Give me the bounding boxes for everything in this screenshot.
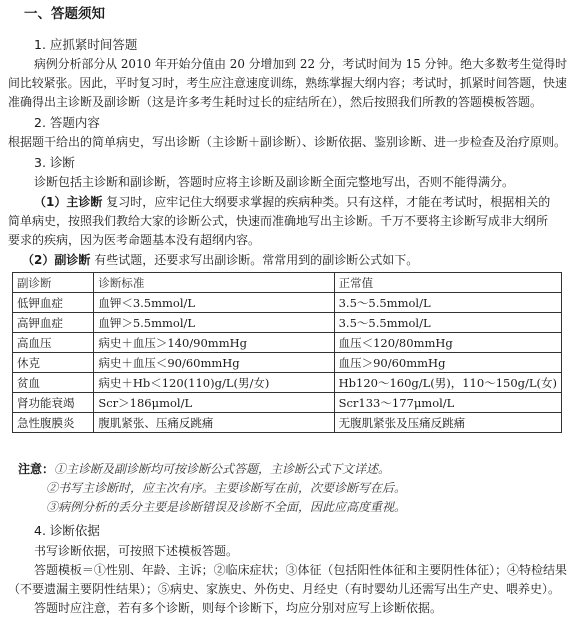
main-diagnosis-label: （1）主诊断 [34, 195, 103, 209]
table-row [13, 293, 562, 313]
sec4-title: 4. 诊断依据 [34, 523, 100, 538]
main-diagnosis-line-2: 简单病史，按照我们教给大家的诊断公式，快速而准确地写出主诊断。千万不要将主诊断写成非大纲所 [8, 214, 549, 228]
note-3: ③病例分析的丢分主要是诊断错误及诊断不全面，因此应高度重视。 [46, 500, 407, 514]
column-header: 正常值 [334, 273, 561, 293]
table-cell: 腹肌紧张、压痛反跳痛 [94, 413, 334, 433]
table-cell: 无腹肌紧张及压痛反跳痛 [334, 413, 561, 433]
table-row [13, 393, 562, 413]
table-header-row [13, 273, 562, 293]
table-cell: Scr133～177μmol/L [334, 393, 561, 413]
sec3-intro: 诊断包括主诊断和副诊断，答题时应将主诊断及副诊断全面完整地写出，否则不能得满分。 [34, 175, 515, 189]
note-2: ②书写主诊断时，应主次有序。主要诊断写在前，次要诊断写在后。 [46, 481, 407, 495]
sec2-line: 根据题干给出的简单病史，写出诊断（主诊断＋副诊断）、诊断依据、鉴别诊断、进一步检查及治疗原则。 [8, 135, 567, 149]
table-cell: 病史＋血压＜90/60mmHg [94, 353, 334, 373]
sec2-title: 2. 答题内容 [34, 115, 100, 130]
table-cell: 病史＋血压＞140/90mmHg [94, 333, 334, 353]
table-cell: 高钾血症 [13, 313, 94, 333]
note-label: 注意： [18, 462, 55, 476]
main-diagnosis-para [34, 194, 550, 210]
column-header: 诊断标准 [94, 273, 334, 293]
note-1-text: ①主诊断及副诊断均可按诊断公式答题，主诊断公式下文详述。 [54, 462, 391, 476]
table-row [13, 333, 562, 353]
sec4-line-3: （不要遗漏主要阴性结果）；⑤病史、家族史、外伤史、月经史（有时婴幼儿还需写出生产史、喂养史）。 [8, 582, 561, 596]
sec4-line-4: 答题时应注意，若有多个诊断，则每个诊断下，均应分别对应写上诊断依据。 [34, 601, 443, 615]
main-diagnosis-text: 复习时，应牢记住大纲要求掌握的疾病种类。只有这样，才能在考试时，根据相关的 [106, 195, 551, 209]
sec1-line-3: 准确得出主诊断及副诊断（这是许多考生耗时过长的症结所在），然后按照我们所教的答题模板答题。 [8, 95, 543, 109]
table-cell: 急性腹膜炎 [13, 413, 94, 433]
table-cell: 病史＋Hb＜120(110)g/L(男/女) [94, 373, 334, 393]
table-cell: 血钾＞5.5mmol/L [94, 313, 334, 333]
table-cell: 血压＜120/80mmHg [334, 333, 561, 353]
sub-diagnosis-text: 有些试题，还要求写出副诊断。常常用到的副诊断公式如下。 [94, 253, 419, 267]
table-cell: 血钾＜3.5mmol/L [94, 293, 334, 313]
diagnosis-table [12, 272, 562, 433]
table-cell: 休克 [13, 353, 94, 373]
table-cell: 肾功能衰竭 [13, 393, 94, 413]
table-cell: 3.5～5.5mmol/L [334, 313, 561, 333]
table-row [13, 413, 562, 433]
sec1-line-2: 间比较紧张。因此，平时复习时，考生应注意速度训练，熟练掌握大纲内容；考试时，抓紧时间答题，快速 [8, 76, 567, 90]
table-row [13, 373, 562, 393]
sec1-line-1: 病例分析部分从 2010 年开始分值由 20 分增加到 22 分，考试时间为 15 分钟。绝大多数考生觉得时 [34, 57, 567, 71]
column-header: 副诊断 [13, 273, 94, 293]
section-heading: 一、答题须知 [24, 6, 105, 22]
table-cell: 低钾血症 [13, 293, 94, 313]
sec4-line-2: 答题模板＝①性别、年龄、主诉；②临床症状；③体征（包括阳性体征和主要阴性体征）；④特检结果 [34, 563, 567, 577]
table-cell: 高血压 [13, 333, 94, 353]
table-cell: 贫血 [13, 373, 94, 393]
table-cell: 血压＞90/60mmHg [334, 353, 561, 373]
main-diagnosis-line-3: 要求的疾病，因为医考命题基本没有超纲内容。 [8, 233, 261, 247]
sec3-title: 3. 诊断 [34, 155, 75, 170]
note-1 [18, 461, 390, 477]
table-cell: Scr＞186μmol/L [94, 393, 334, 413]
table-row [13, 313, 562, 333]
table-row [13, 353, 562, 373]
table-cell: Hb120～160g/L(男)，110～150g/L(女) [334, 373, 561, 393]
sub-diagnosis-label: （2）副诊断 [22, 253, 91, 267]
table-cell: 3.5～5.5mmol/L [334, 293, 561, 313]
sub-diagnosis-para [22, 252, 418, 268]
sec1-title: 1. 应抓紧时间答题 [34, 37, 138, 52]
sec4-line-1: 书写诊断依据，可按照下述模板答题。 [34, 544, 239, 558]
